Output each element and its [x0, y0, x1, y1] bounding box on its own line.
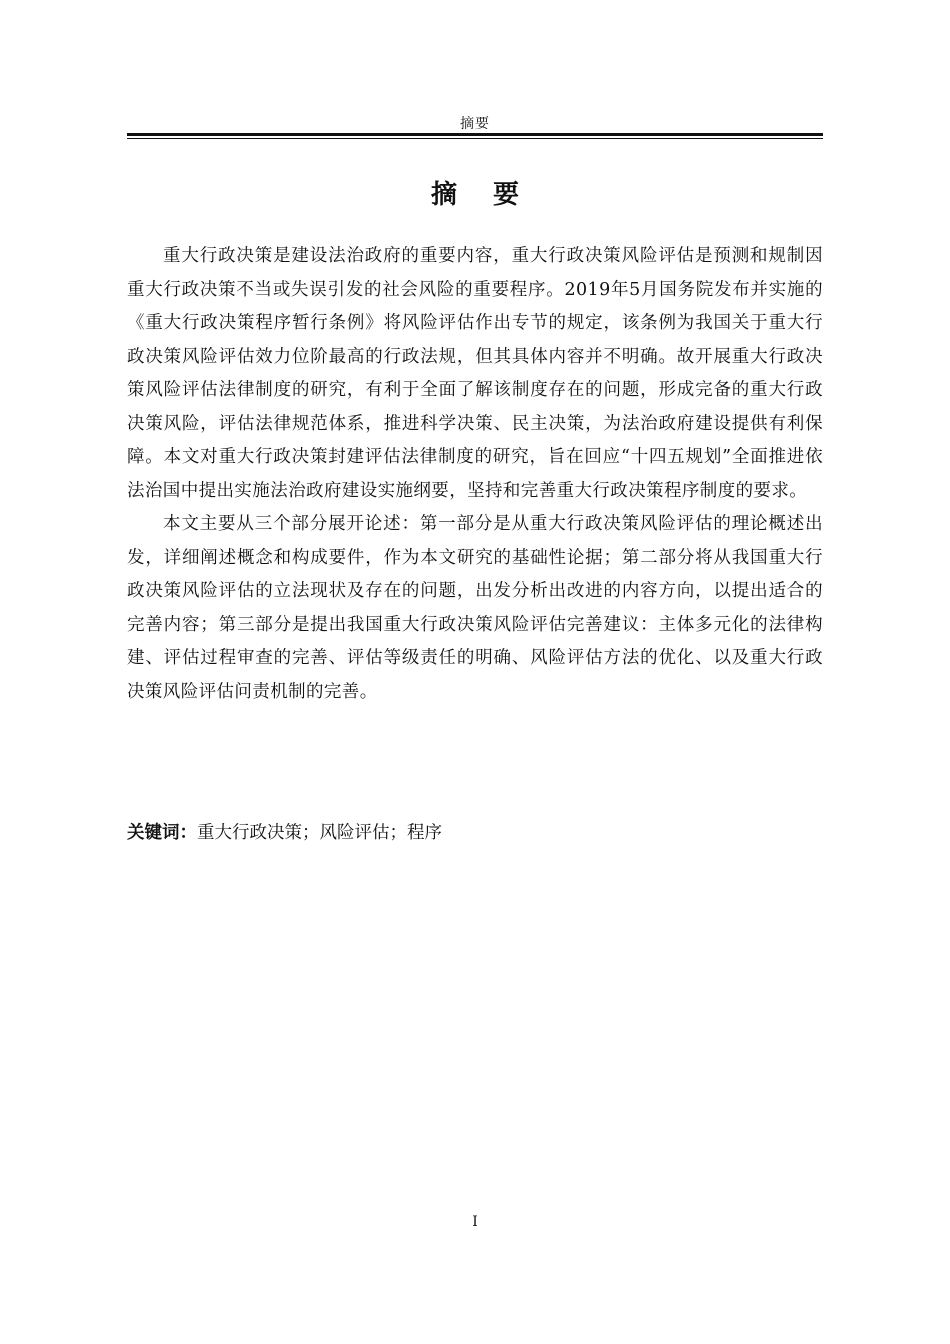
keywords-line	[127, 817, 823, 851]
keywords-value: 重大行政决策；风险评估；程序	[197, 823, 442, 843]
page-number: I	[472, 1214, 478, 1230]
header-rule-thin	[127, 138, 823, 139]
keywords-label: 关键词：	[127, 823, 197, 843]
abstract-paragraph-2: 本文主要从三个部分展开论述：第一部分是从重大行政决策风险评估的理论概述出发，详细阐述概念和构成要件，作为本文研究的基础性论据；第二部分将从我国重大行政决策风险评估的立法现状及存在的问题，出发分析出改进的内容方向，以提出适合的完善内容；第三部分是提出我国重大行政决策风险评估完善建议：主体多元化的法律构建、评估过程审查的完善、评估等级责任的明确、风险评估方法的优化、以及重大行政决策风险评估问责机制的完善。	[127, 514, 823, 702]
page-title: 摘要	[430, 180, 555, 210]
header-rule-thick	[127, 133, 823, 136]
running-header: 摘要	[460, 116, 490, 132]
abstract-body	[127, 240, 823, 709]
abstract-paragraph-1: 重大行政决策是建设法治政府的重要内容，重大行政决策风险评估是预测和规制因重大行政决策不当或失误引发的社会风险的重要程序。2019年5月国务院发布并实施的《重大行政决策程序暂行条例》将风险评估作出专节的规定，该条例为我国关于重大行政决策风险评估效力位阶最高的行政法规，但其具体内容并不明确。故开展重大行政决策风险评估法律制度的研究，有利于全面了解该制度存在的问题，形成完备的重大行政决策风险，评估法律规范体系，推进科学决策、民主决策，为法治政府建设提供有利保障。本文对重大行政决策封建评估法律制度的研究，旨在回应“十四五规划”全面推进依法治国中提出实施法治政府建设实施纲要，坚持和完善重大行政决策程序制度的要求。	[127, 246, 823, 501]
